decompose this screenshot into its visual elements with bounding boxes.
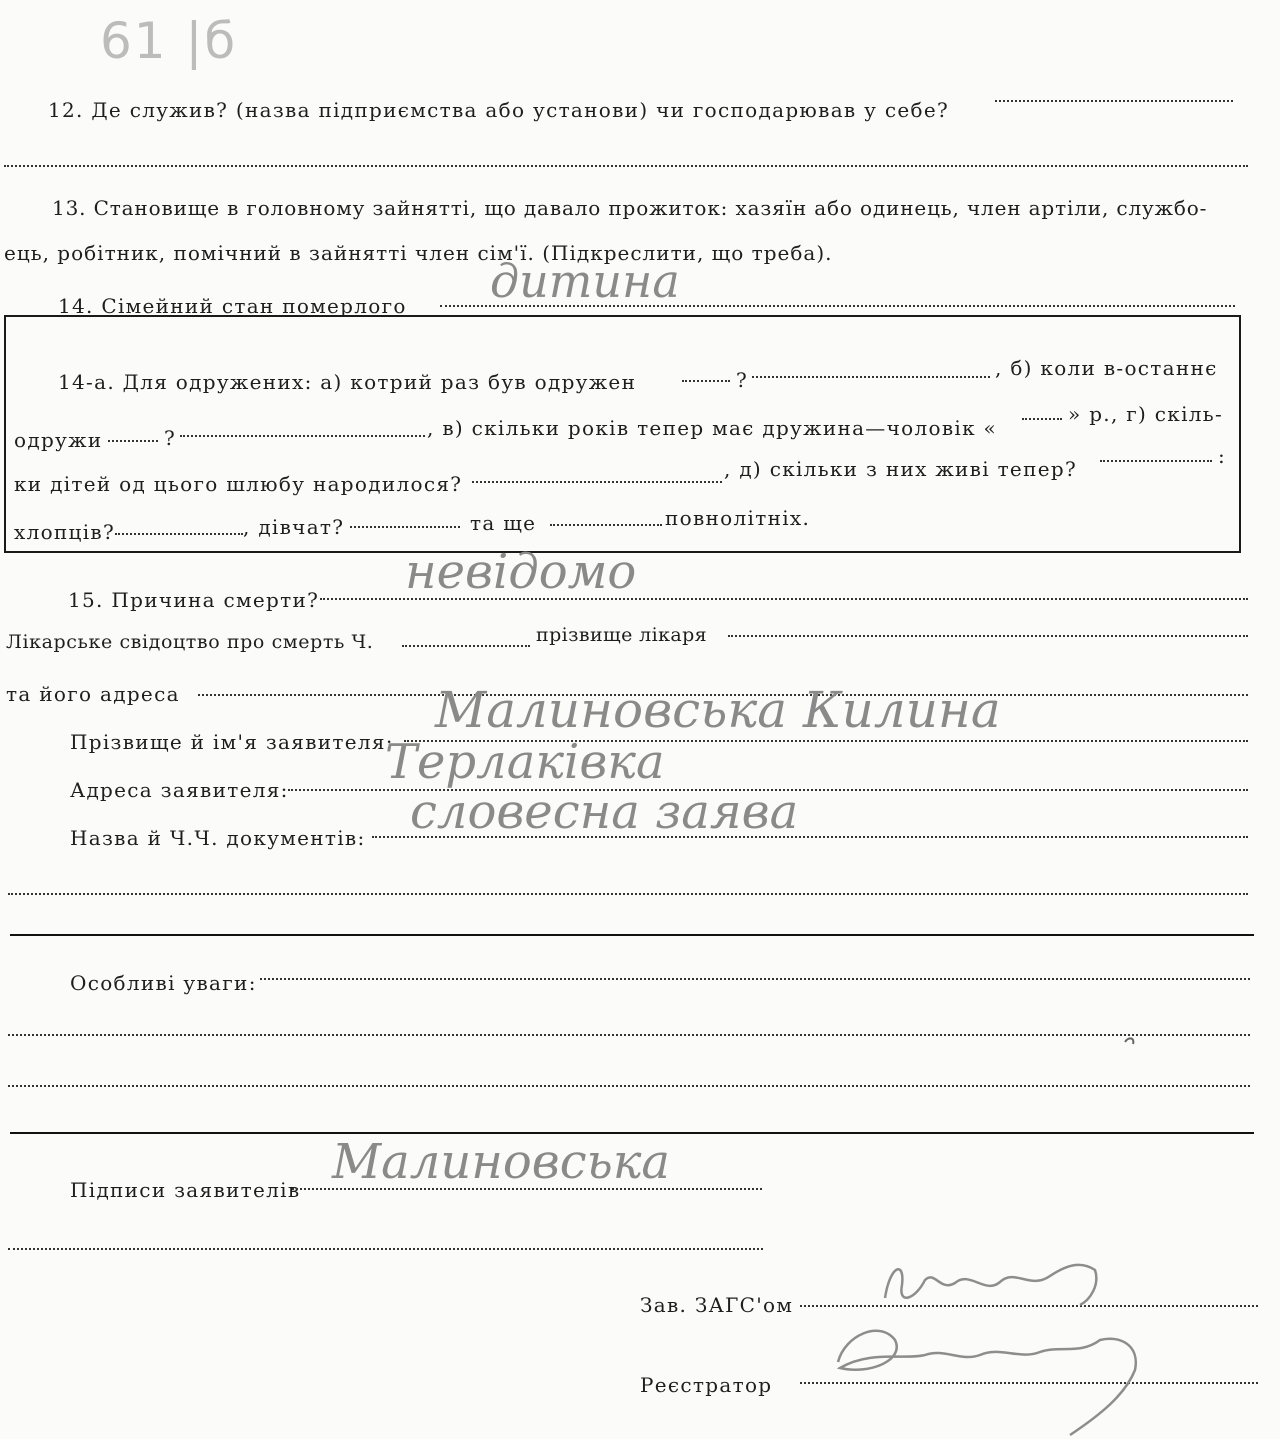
applicant-name-handwritten: Малиновська Килина	[435, 681, 1001, 739]
registrar-label: Реєстратор	[640, 1373, 773, 1397]
q14a-line-4b: , дівчат?	[243, 515, 345, 539]
q14-label: 14. Сімейний стан померлого	[58, 294, 407, 318]
q14-handwritten-answer: дитина	[490, 254, 680, 308]
applicant-address-handwritten: Терлаківка	[385, 734, 665, 790]
q13-line-2: ець, робітник, помічний в зайнятті член сім'ї. (Підкреслити, що треба).	[4, 241, 833, 265]
q14a-q-mark-2: ?	[164, 426, 177, 450]
documents-label: Назва й Ч.Ч. документів:	[70, 826, 366, 850]
applicant-signature-handwritten: Малиновська	[332, 1134, 670, 1190]
q14a-line-4d: повнолітніх.	[665, 506, 811, 530]
q14a-line-3b: , д) скільки з них живі тепер?	[724, 457, 1077, 481]
q14a-colon: :	[1218, 444, 1227, 468]
applicant-address-label: Адреса заявителя:	[70, 778, 289, 802]
applicant-name-label: Прізвище й ім'я заявителя:	[70, 730, 394, 754]
q14a-line-4c: та ще	[470, 511, 537, 535]
doctor-name-label: прізвище лікаря	[536, 624, 708, 646]
q14a-line-2a: одружи	[14, 428, 103, 452]
q13-line-1: 13. Становище в головному зайнятті, що давало прожиток: хазяїн або одинець, член артіли, службо-	[52, 196, 1208, 220]
q14a-line-2c: » р., г) скіль-	[1068, 402, 1224, 426]
q14a-line-1a: 14-а. Для одружених: а) котрий раз був одружен	[58, 370, 637, 394]
remarks-label: Особливі уваги:	[70, 971, 257, 995]
q14a-line-2b: , в) скільки років тепер має дружина—чоловік «	[427, 416, 998, 440]
q15-handwritten-answer: невідомо	[405, 544, 637, 600]
q14a-line-1b: , б) коли в-останнє	[995, 356, 1218, 380]
q14a-q-mark-1: ?	[736, 368, 749, 392]
applicant-signatures-label: Підписи заявителів	[70, 1178, 301, 1202]
documents-handwritten: словесна заява	[410, 784, 799, 840]
zags-head-label: Зав. ЗАГС'ом	[640, 1293, 794, 1317]
q14a-line-4a: хлопців?	[14, 520, 115, 544]
q14a-line-3a: ки дітей од цього шлюбу народилося?	[14, 472, 463, 496]
archive-page-number: 61 |б	[100, 12, 238, 70]
zags-head-signature	[885, 1265, 1096, 1305]
ink-mark	[1125, 1038, 1133, 1044]
registrar-signature	[838, 1331, 1136, 1435]
q15-label: 15. Причина смерти?	[68, 588, 320, 612]
q12-label: 12. Де служив? (назва підприємства або установи) чи господарював у себе?	[48, 98, 949, 122]
medical-certificate-label: Лікарське свідоцтво про смерть Ч.	[6, 631, 374, 653]
doctor-address-label: та його адреса	[6, 682, 180, 706]
